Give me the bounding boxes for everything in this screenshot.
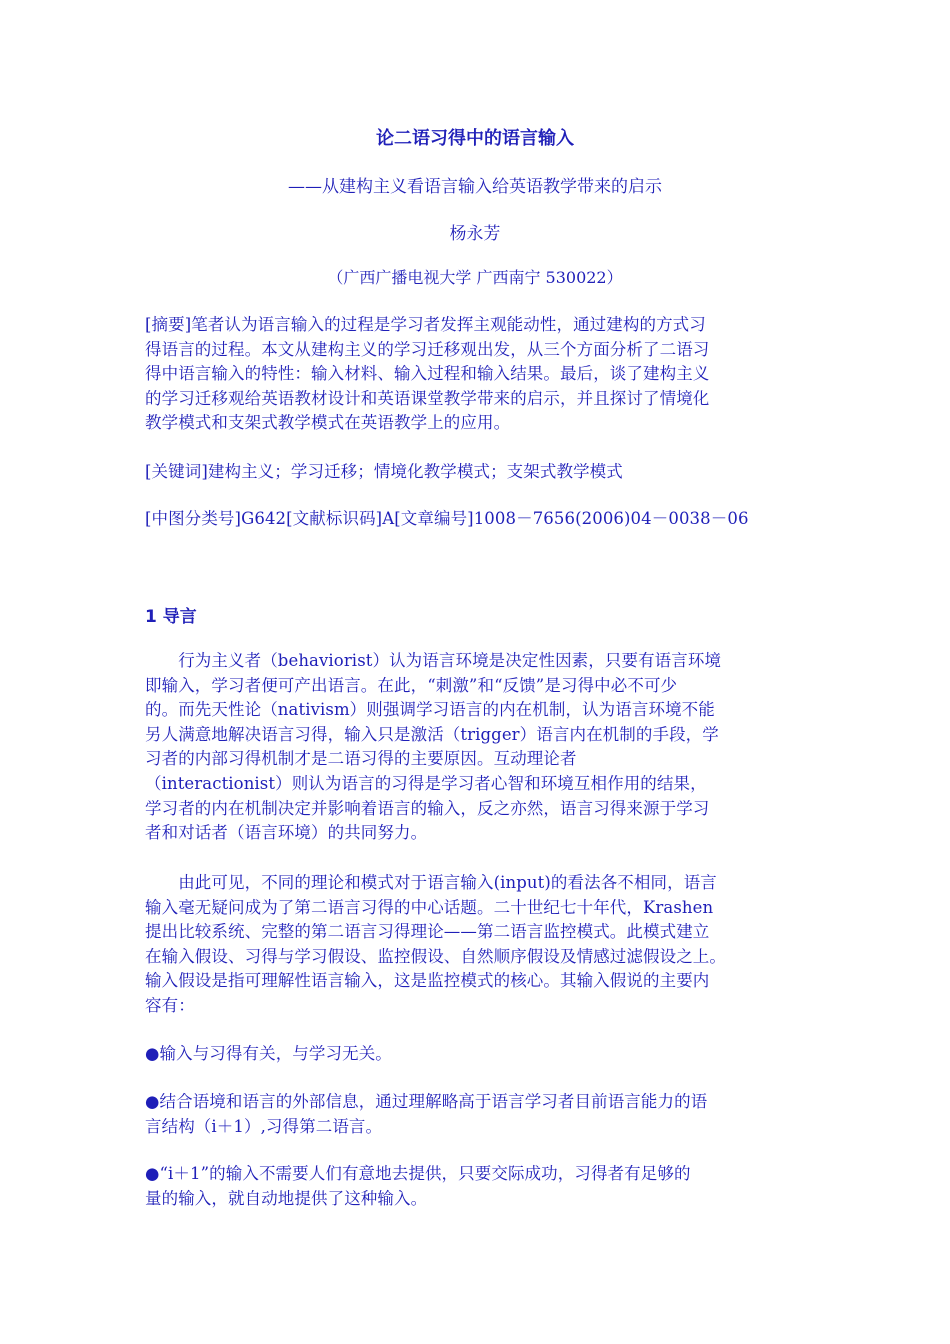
classification-codes [145, 507, 805, 532]
paragraph-line: 者和对话者（语言环境）的共同努力。 [145, 823, 428, 843]
paragraph-2 [145, 871, 805, 1019]
bullet-line: 量的输入，就自动地提供了这种输入。 [145, 1188, 428, 1208]
article-subtitle: ——从建构主义看语言输入给英语教学带来的启示 [288, 177, 662, 197]
paragraph-line: 在输入假设、习得与学习假设、监控假设、自然顺序假设及情感过滤假设之上。 [145, 946, 726, 966]
paragraph-line: 习者的内部习得机制才是二语习得的主要原因。互动理论者 [145, 749, 577, 769]
paragraph-line: 行为主义者（behaviorist）认为语言环境是决定性因素，只要有语言环境 [145, 651, 722, 670]
paragraph-1 [145, 649, 805, 846]
abstract-line: [摘要]笔者认为语言输入的过程是学习者发挥主观能动性，通过建构的方式习 [145, 315, 706, 334]
abstract [145, 313, 805, 436]
section-heading: 1 导言 [145, 607, 197, 627]
bullet-item [145, 1162, 805, 1211]
bullet-item [145, 1090, 805, 1139]
author-name: 杨永芳 [449, 224, 501, 244]
author-affiliation: （广西广播电视大学 广西南宁 530022） [327, 268, 623, 287]
paragraph-line: 容有： [145, 995, 195, 1015]
bullet-line: 言结构（i＋1）,习得第二语言。 [145, 1116, 383, 1136]
abstract-line: 的学习迁移观给英语教材设计和英语课堂教学带来的启示，并且探讨了情境化 [145, 388, 710, 408]
paragraph-line: 即输入，学习者便可产出语言。在此，“刺激”和“反馈”是习得中必不可少 [145, 675, 678, 695]
abstract-line: 得语言的过程。本文从建构主义的学习迁移观出发，从三个方面分析了二语习 [145, 339, 710, 359]
paragraph-line: 由此可见，不同的理论和模式对于语言输入(input)的看法各不相同，语言 [145, 873, 717, 892]
paragraph-line: 提出比较系统、完整的第二语言习得理论——第二语言监控模式。此模式建立 [145, 922, 710, 942]
keywords-line: [关键词]建构主义；学习迁移；情境化教学模式；支架式教学模式 [145, 462, 623, 481]
paragraph-line: 输入毫无疑问成为了第二语言习得的中心话题。二十世纪七十年代，Krashen [145, 897, 714, 917]
abstract-line: 得中语言输入的特性：输入材料、输入过程和输入结果。最后，谈了建构主义 [145, 364, 710, 384]
paragraph-line: 学习者的内在机制决定并影响着语言的输入，反之亦然，语言习得来源于学习 [145, 798, 710, 818]
article-title: 论二语习得中的语言输入 [376, 128, 574, 149]
bullet-line: ●输入与习得有关，与学习无关。 [145, 1044, 392, 1063]
classification-line: [中图分类号]G642[文献标识码]A[文章编号]1008－7656(2006)04－0038－06 [145, 509, 749, 528]
bullet-line: ●结合语境和语言的外部信息，通过理解略高于语言学习者目前语言能力的语 [145, 1092, 708, 1111]
paragraph-line: 的。而先天性论（nativism）则强调学习语言的内在机制，认为语言环境不能 [145, 700, 715, 720]
bullet-item [145, 1042, 805, 1067]
paragraph-line: 输入假设是指可理解性语言输入，这是监控模式的核心。其输入假说的主要内 [145, 971, 710, 991]
abstract-line: 教学模式和支架式教学模式在英语教学上的应用。 [145, 413, 511, 433]
paragraph-line: （interactionist）则认为语言的习得是学习者心智和环境互相作用的结果， [145, 773, 707, 793]
bullet-line: ●“i＋1”的输入不需要人们有意地去提供，只要交际成功，习得者有足够的 [145, 1164, 691, 1183]
keywords [145, 460, 805, 485]
paragraph-line: 另人满意地解决语言习得，输入只是激活（trigger）语言内在机制的手段，学 [145, 724, 719, 744]
